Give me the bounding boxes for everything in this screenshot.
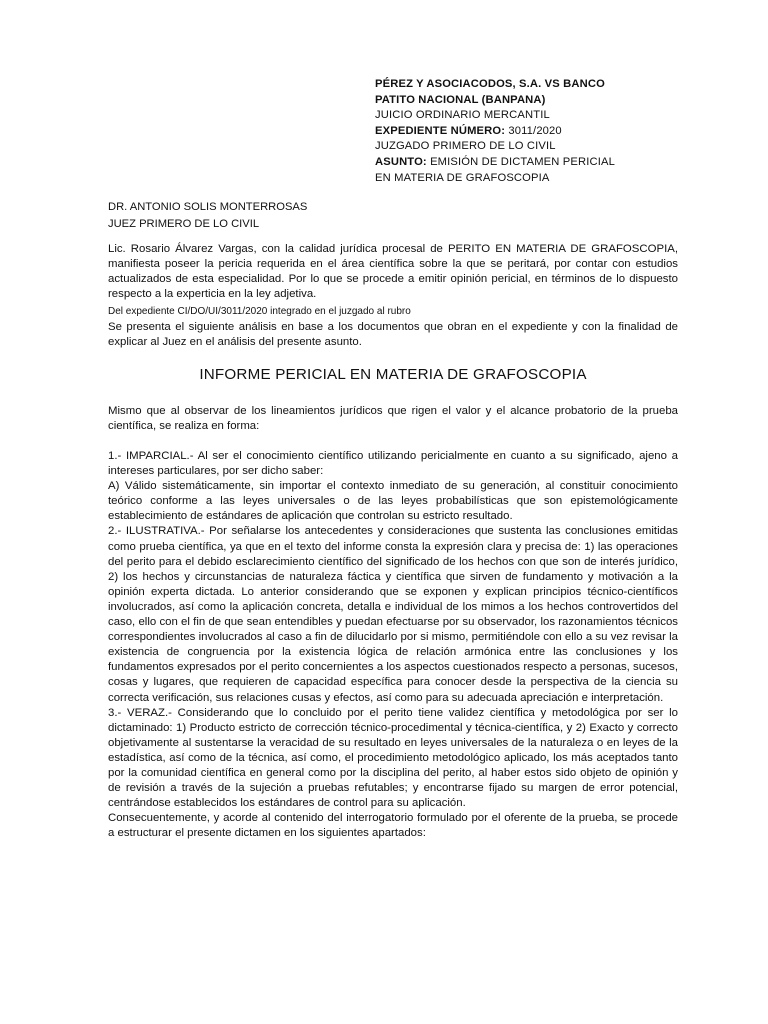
addressee bbox=[108, 199, 668, 233]
analysis-paragraph bbox=[108, 320, 678, 350]
file-note: Del expediente CI/DO/UI/3011/2020 integrado en el juzgado al rubro bbox=[108, 306, 411, 317]
case-file-label: EXPEDIENTE NÚMERO: bbox=[375, 124, 506, 137]
intro-paragraph bbox=[108, 242, 678, 302]
subject-line-2: EN MATERIA DE GRAFOSCOPIA bbox=[375, 171, 550, 184]
intro-text: Lic. Rosario Álvarez Vargas, con la calidad jurídica procesal de PERITO EN MATERIA DE GRAFOSCOPIA, manifiesta poseer la pericia requerida en el área científica sobre la que se peritará, por contar con estudios actualizados de esta especialidad. Por lo que se procede a emitir opinión pericial, en términos de lo dispuesto respecto a la experticia en la ley adjetiva. bbox=[108, 243, 678, 301]
case-file-value: 3011/2020 bbox=[505, 124, 562, 137]
case-parties-line-2: PATITO NACIONAL (BANPANA) bbox=[375, 93, 546, 106]
report-title: INFORME PERICIAL EN MATERIA DE GRAFOSCOPIA bbox=[199, 366, 587, 383]
subject-value: EMISIÓN DE DICTAMEN PERICIAL bbox=[426, 155, 615, 168]
addressee-name: DR. ANTONIO SOLIS MONTERROSAS bbox=[108, 201, 308, 213]
valido-paragraph: A) Válido sistemáticamente, sin importar el contexto inmediato de su generación, al constituir conocimiento teórico conforme a las leyes universales o de las leyes probabilísticas que son epistemológicamente establecimiento de estándares de aplicación que controlan su estricto resultado. bbox=[108, 480, 678, 523]
ilustrativa-paragraph: 2.- ILUSTRATIVA.- Por señalarse los antecedentes y consideraciones que sustenta las conclusiones emitidas como prueba científica, ya que en el texto del informe consta la expresión clara y precisa de: 1) las operaciones del perito para el debido esclarecimiento científico del significado de los hechos con que son de interés jurídico, 2) los hechos y circunstancias de naturaleza fáctica y científica que sirven de fundamento y motivación a la opinión experta dictada. Lo anterior considerando que se exponen y explican principios técnico-científicos involucrados, así como la aplicación concreta, detalla e individual de los mimos a los hechos controvertidos del caso, ello con el fin de que sean entendibles y puedan efectuarse por su observador, los razonamientos técnicos correspondientes involucrados al caso a fin de dilucidarlo por si mismo, permitiéndole con ello a su vez revisar la existencia de congruencia por la existencia lógica de relación armónica entre las conclusiones y los fundamentos expresados por el perito concernientes a los aspectos cuestionados respecto a personas, sucesos, cosas y lugares, que requieren de capacidad específica para conocer desde la perspectiva de la ciencia su correcta verificación, sus relaciones cusas y efectos, así como para su adecuada apreciación e interpretación. bbox=[108, 525, 678, 704]
veraz-paragraph: 3.- VERAZ.- Considerando que lo concluido por el perito tiene validez científica y metodológica por ser lo dictaminado: 1) Producto estricto de corrección técnico-procedimental y técnica-científica, y 2) Exacto y correcto objetivamente al sustentarse la veracidad de su resultado en leyes universales de la naturaleza o en leyes de la estadística, así como de la técnica, así como, el procedimiento metodológico aplicado, los más aceptados tanto por la comunidad científica en general como por la disciplina del perito, al haber estos sido objeto de opinión y de revisión a través de la sujeción a pruebas refutables; y encontrarse fijado su margen de error potencial, centrándose establecidos los estándares de control para su aplicación. bbox=[108, 706, 678, 810]
case-file-number bbox=[375, 124, 735, 140]
imparcial-paragraph: 1.- IMPARCIAL.- Al ser el conocimiento científico utilizando pericialmente en cuanto a su significado, ajeno a intereses particulares, por ser dicho saber: bbox=[108, 450, 678, 478]
court-name: JUZGADO PRIMERO DE LO CIVIL bbox=[375, 140, 556, 153]
mismo-paragraph bbox=[108, 404, 678, 434]
case-parties-line-1: PÉREZ Y ASOCIACODOS, S.A. VS BANCO bbox=[375, 78, 605, 90]
mismo-text: Mismo que al observar de los lineamientos jurídicos que rigen el valor y el alcance probatorio de la prueba científica, se realiza en forma: bbox=[108, 405, 678, 433]
case-type: JUICIO ORDINARIO MERCANTIL bbox=[375, 109, 550, 122]
criteria-section bbox=[108, 449, 678, 841]
subject-label: ASUNTO: bbox=[375, 155, 427, 168]
analysis-text: Se presenta el siguiente análisis en base a los documentos que obran en el expediente y con la finalidad de explicar al Juez en el análisis del presente asunto. bbox=[108, 321, 678, 349]
subject-line bbox=[375, 155, 735, 171]
addressee-title: JUEZ PRIMERO DE LO CIVIL bbox=[108, 218, 260, 230]
consecuentemente-paragraph: Consecuentemente, y acorde al contenido del interrogatorio formulado por el oferente de la prueba, se procede a estructurar el presente dictamen en los siguientes apartados: bbox=[108, 812, 678, 840]
case-header bbox=[375, 77, 735, 186]
